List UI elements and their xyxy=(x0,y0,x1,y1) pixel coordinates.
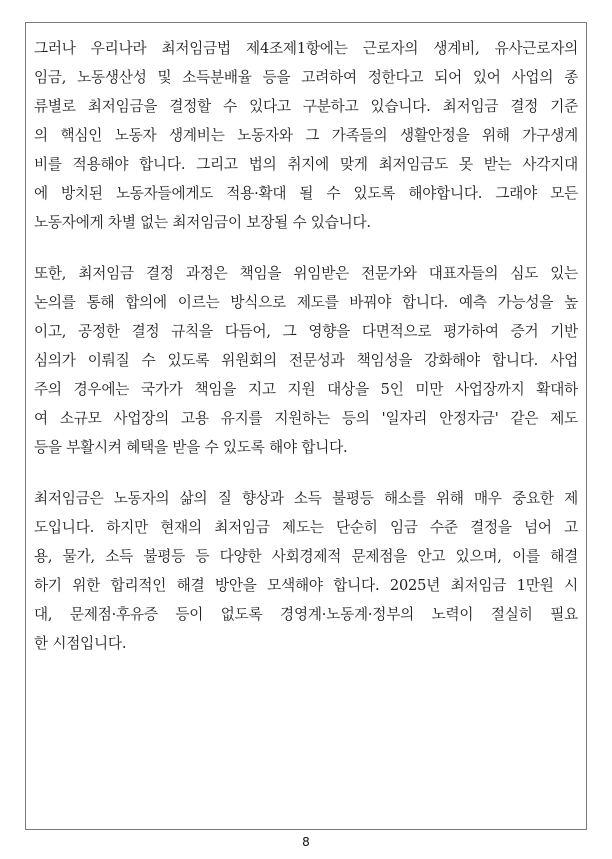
text-line: 여 소규모 사업장의 고용 유지를 지원하는 등의 '일자리 안정자금' 같은 제도 xyxy=(34,410,578,427)
text-line: 노동자에게 차별 없는 최저임금이 보장될 수 있습니다. xyxy=(34,214,371,231)
text-line: 한 시점입니다. xyxy=(34,635,127,652)
text-line: 의 핵심인 노동자 생계비는 노동자와 그 가족들의 생활안정을 위해 가구생계 xyxy=(34,127,578,144)
text-line: 대, 문제점·후유증 등이 없도록 경영계·노동계·정부의 노력이 절실히 필요 xyxy=(34,606,578,623)
text-line: 임금, 노동생산성 및 소득분배율 등을 고려하여 정한다고 되어 있어 사업의 종 xyxy=(34,69,578,86)
text-line: 심의가 이뤄질 수 있도록 위원회의 전문성과 책임성을 강화해야 합니다. 사업 xyxy=(34,352,578,369)
text-line: 논의를 통해 합의에 이르는 방식으로 제도를 바꿔야 합니다. 예측 가능성을 높 xyxy=(34,294,578,311)
text-line: 이고, 공정한 결정 규칙을 다듬어, 그 영향을 다면적으로 평가하여 증거 기반 xyxy=(34,323,578,340)
text-line: 비를 적용해야 합니다. 그리고 법의 취지에 맞게 최저임금도 못 받는 사각지대 xyxy=(34,156,578,173)
text-line: 용, 물가, 소득 불평등 등 다양한 사회경제적 문제점을 안고 있으며, 이를 해결 xyxy=(34,548,578,565)
text-line: 류별로 최저임금을 결정할 수 있다고 구분하고 있습니다. 최저임금 결정 기준 xyxy=(34,98,578,115)
page-number: 8 xyxy=(302,835,310,849)
text-line: 도입니다. 하지만 현재의 최저임금 제도는 단순히 임금 수준 결정을 넘어 고 xyxy=(34,519,578,536)
text-line: 주의 경우에는 국가가 책임을 지고 지원 대상을 5인 미만 사업장까지 확대하 xyxy=(34,381,578,398)
text-line: 등을 부활시켜 혜택을 받을 수 있도록 해야 합니다. xyxy=(34,439,348,456)
paragraph-2 xyxy=(34,259,578,462)
text-line: 최저임금은 노동자의 삶의 질 향상과 소득 불평등 해소를 위해 매우 중요한 제 xyxy=(34,490,578,507)
text-line: 그러나 우리나라 최저임금법 제4조제1항에는 근로자의 생계비, 유사근로자의 xyxy=(34,40,578,57)
text-line: 또한, 최저임금 결정 과정은 책임을 위임받은 전문가와 대표자들의 심도 있는 xyxy=(34,265,578,282)
document-body xyxy=(34,34,578,680)
text-line: 하기 위한 합리적인 해결 방안을 모색해야 합니다. 2025년 최저임금 1만원 시 xyxy=(34,577,578,594)
paragraph-3 xyxy=(34,484,578,658)
paragraph-1 xyxy=(34,34,578,237)
text-line: 에 방치된 노동자들에게도 적용·확대 될 수 있도록 해야합니다. 그래야 모든 xyxy=(34,185,578,202)
